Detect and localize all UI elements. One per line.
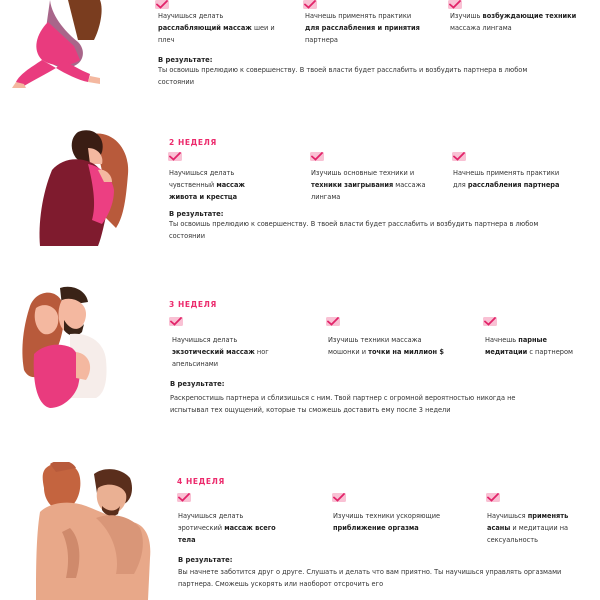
feature-bold-text: для расслабления и принятия	[305, 24, 420, 32]
checkmark-icon	[303, 0, 317, 10]
feature-text: Изучишь возбуждающие техники массажа лингама	[450, 12, 577, 32]
feature-bold-text: точки на миллион $	[368, 348, 444, 356]
feature-text: Научишься делать эротический массаж всего тела	[178, 512, 276, 544]
illustration-woman-sitting	[8, 0, 108, 92]
feature-text: Начнешь применять практики для расслабления партнера	[453, 169, 560, 189]
feature-text: Начнешь применять практики для расслабления и принятия партнера	[305, 12, 420, 44]
feature-bold-text: возбуждающие техники	[482, 12, 577, 20]
feature-bold-text: техники заигрывания	[311, 181, 394, 189]
result-text: Раскрепостишь партнера и сблизишься с ним. Твой партнер с огромной вероятностью никогда не испытывал тех ощущений, которые ты сможешь доставить ему после 3 недели	[170, 394, 516, 414]
result-label: В результате:	[169, 210, 224, 218]
feature-text: Изучишь основные техники и техники заигрывания массажа лингама	[311, 169, 426, 201]
feature-text: Научишься применять асаны и медитации на сексуальность	[487, 512, 569, 544]
checkmark-icon	[452, 152, 466, 162]
feature-text: Научишься делать чувственный массаж живота и крестца	[169, 169, 245, 201]
result-label: В результате:	[158, 56, 213, 64]
result-text: Вы начнете заботится друг о друге. Слушать и делать что вам приятно. Ты научишься управлять оргазмами партнера. Сможешь ускорять или наоборот отсрочить его	[178, 568, 562, 588]
result-text: Ты освоишь прелюдию к совершенству. В твоей власти будет расслабить и возбудить партнера в любом состоянии	[169, 220, 539, 240]
checkmark-icon	[310, 152, 324, 162]
checkmark-icon	[326, 317, 340, 327]
result-label: В результате:	[178, 556, 233, 564]
week-title: 3 НЕДЕЛЯ	[169, 300, 217, 309]
illustration-couple-hug	[32, 124, 142, 248]
feature-text: Научишься делать расслабляющий массаж шеи и плеч	[158, 12, 275, 44]
result-label: В результате:	[170, 380, 225, 388]
checkmark-icon	[486, 493, 500, 503]
feature-text: Изучишь техники ускоряющие приближение оргазма	[333, 512, 441, 532]
feature-text: Начнешь парные медитации с партнером	[485, 336, 573, 356]
illustration-couple-intimate	[36, 462, 156, 600]
checkmark-icon	[155, 0, 169, 10]
week-title: 2 НЕДЕЛЯ	[169, 138, 217, 147]
checkmark-icon	[177, 493, 191, 503]
feature-bold-text: массаж всего тела	[178, 524, 276, 544]
feature-text: Изучишь техники массажа мошонки и точки на миллион $	[328, 336, 444, 356]
checkmark-icon	[332, 493, 346, 503]
checkmark-icon	[168, 152, 182, 162]
feature-bold-text: экзотический массаж	[172, 348, 255, 356]
feature-text: Научишься делать экзотический массаж ног апельсинами	[172, 336, 269, 368]
feature-bold-text: расслабления партнера	[467, 181, 560, 189]
feature-bold-text: приближение оргазма	[333, 524, 419, 532]
checkmark-icon	[448, 0, 462, 10]
week-title: 4 НЕДЕЛЯ	[177, 477, 225, 486]
feature-bold-text: расслабляющий массаж	[158, 24, 252, 32]
illustration-couple-embrace	[20, 286, 112, 410]
result-text: Ты освоишь прелюдию к совершенству. В твоей власти будет расслабить и возбудить партнера в любом состоянии	[158, 66, 528, 86]
checkmark-icon	[483, 317, 497, 327]
feature-bold-text: применять асаны	[487, 512, 569, 532]
checkmark-icon	[169, 317, 183, 327]
feature-bold-text: парные медитации	[485, 336, 547, 356]
feature-bold-text: массаж живота и крестца	[169, 181, 245, 201]
